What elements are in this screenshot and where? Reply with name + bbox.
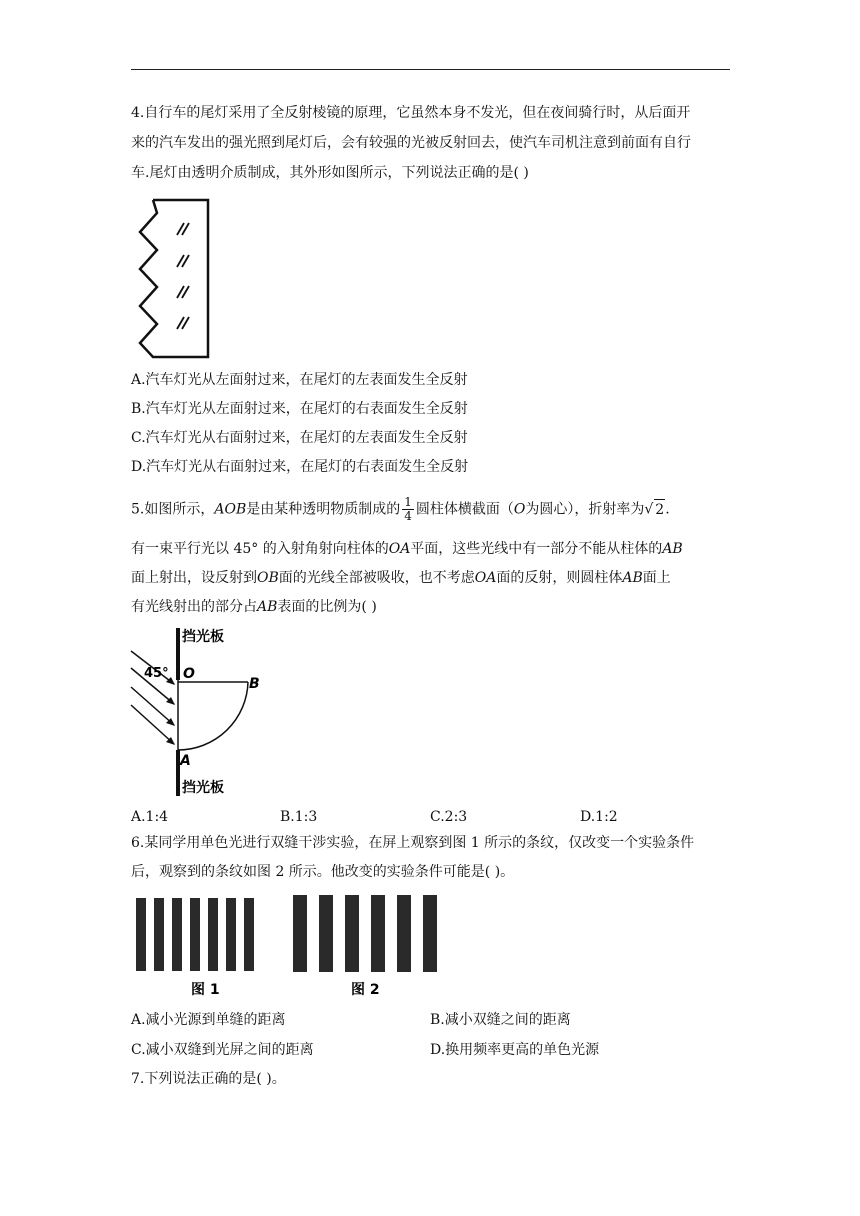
q4-option-a: A.汽车灯光从左面射过来，在尾灯的左表面发生全反射 bbox=[131, 372, 468, 388]
fig2-label: 图 2 bbox=[351, 982, 380, 998]
q5-option-a: A.1:4 bbox=[131, 809, 169, 825]
q4-option-c: C.汽车灯光从右面射过来，在尾灯的左表面发生全反射 bbox=[131, 430, 468, 446]
point-o-label: O bbox=[183, 666, 195, 682]
header-rule bbox=[131, 69, 730, 70]
q6-option-c: C.减小双缝到光屏之间的距离 bbox=[131, 1042, 314, 1058]
q6-text-line-1: 6.某同学用单色光进行双缝干涉实验，在屏上观察到图 1 所示的条纹，仅改变一个实验条件 bbox=[131, 835, 695, 851]
point-a-label: A bbox=[180, 753, 191, 769]
q5-option-c: C.2:3 bbox=[430, 809, 468, 825]
q5-text-line-4: 有光线射出的部分占AB表面的比例为( ) bbox=[131, 599, 377, 615]
point-b-label: B bbox=[249, 676, 260, 692]
angle-label: 45° bbox=[144, 666, 169, 681]
q6-text-line-2: 后，观察到的条纹如图 2 所示。他改变的实验条件可能是( )。 bbox=[131, 864, 515, 880]
q4-option-d: D.汽车灯光从右面射过来，在尾灯的右表面发生全反射 bbox=[131, 459, 469, 475]
q4-option-b: B.汽车灯光从左面射过来，在尾灯的右表面发生全反射 bbox=[131, 401, 468, 417]
q4-text-line-1: 4.自行车的尾灯采用了全反射棱镜的原理，它虽然本身不发光，但在夜间骑行时，从后面开 bbox=[131, 105, 691, 121]
one-quarter-fraction: $\frac{1}{4}$ bbox=[404, 495, 412, 523]
sqrt-two: 2 bbox=[654, 499, 665, 520]
q4-text-line-2: 来的汽车发出的强光照到尾灯后，会有较强的光被反射回去，使汽车司机注意到前面有自行 bbox=[131, 135, 691, 151]
q6-option-b: B.减小双缝之间的距离 bbox=[430, 1012, 571, 1028]
q4-taillight-figure bbox=[135, 195, 215, 369]
board-top-label: 挡光板 bbox=[182, 629, 224, 645]
q6-option-d: D.换用频率更高的单色光源 bbox=[430, 1042, 600, 1058]
q7-text-line-1: 7.下列说法正确的是( )。 bbox=[131, 1071, 286, 1087]
q6-fringe-figure bbox=[131, 893, 451, 1009]
q5-text-line-2: 有一束平行光以 45° 的入射角射向柱体的OA平面，这些光线中有一部分不能从柱体的AB bbox=[131, 541, 683, 557]
q6-option-a: A.减小光源到单缝的距离 bbox=[131, 1012, 286, 1028]
q5-option-b: B.1:3 bbox=[280, 809, 318, 825]
q5-option-d: D.1:2 bbox=[580, 809, 618, 825]
q5-quarter-cylinder-figure bbox=[128, 626, 278, 805]
q5-text-line-1: 5.如图所示，AOB是由某种透明物质制成的 $\frac{1}{4}$ 圆柱体横截面（O为圆心），折射率为√ 2. bbox=[131, 495, 670, 523]
board-bottom-label: 挡光板 bbox=[182, 780, 224, 796]
fig1-label: 图 1 bbox=[191, 982, 220, 998]
q4-text-line-3: 车.尾灯由透明介质制成，其外形如图所示，下列说法正确的是( ) bbox=[131, 165, 529, 181]
q5-text-line-3: 面上射出，设反射到OB面的光线全部被吸收，也不考虑OA面的反射，则圆柱体AB面上 bbox=[131, 570, 671, 586]
